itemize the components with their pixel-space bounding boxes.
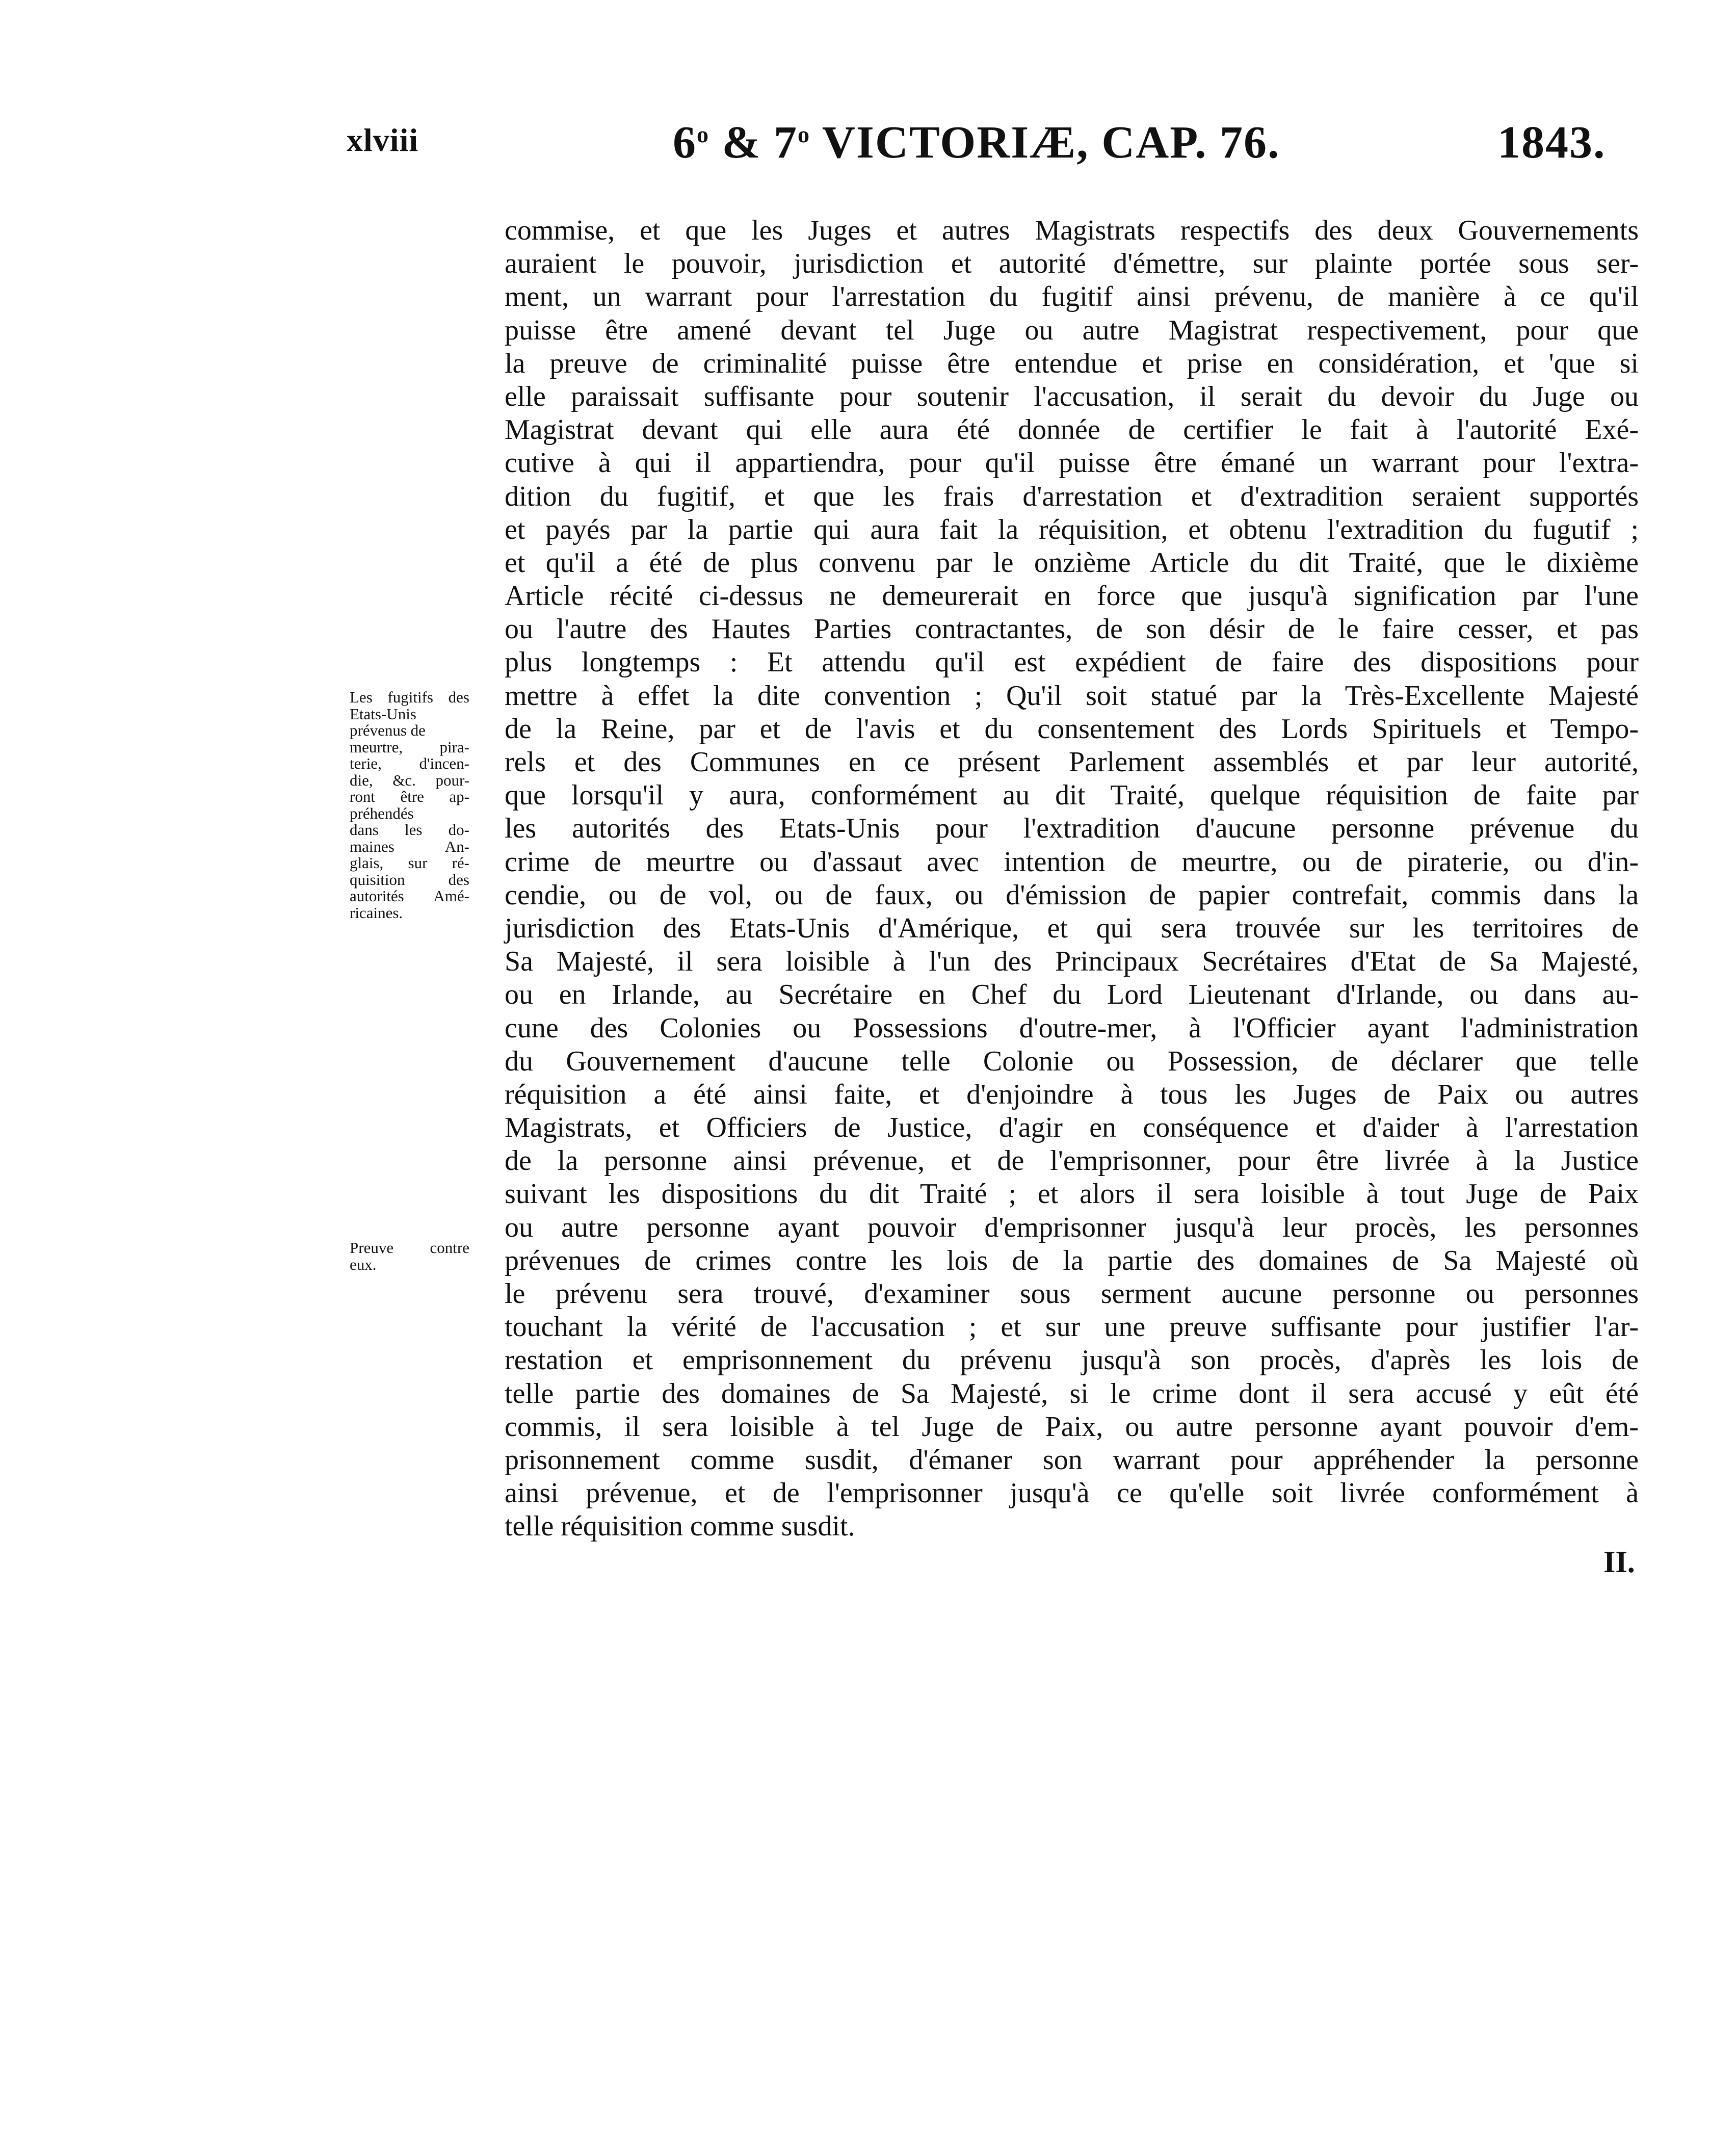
body-line: elle paraissait suffisante pour soutenir l'accusation, il serait du devoir du Juge ou <box>505 380 1639 412</box>
body-line: cendie, ou de vol, ou de faux, ou d'émission de papier contrefait, commis dans la <box>505 879 1639 911</box>
body-line: les autorités des Etats-Unis pour l'extradition d'aucune personne prévenue du <box>505 813 1639 845</box>
body-line: cune des Colonies ou Possessions d'outre-mer, à l'Officier ayant l'administration <box>505 1012 1639 1044</box>
body-line: restation et emprisonnement du prévenu jusqu'à son procès, d'après les lois de <box>505 1344 1639 1376</box>
body-line: ou l'autre des Hautes Parties contractantes, de son désir de le faire cesser, et pas <box>505 613 1639 645</box>
body-line: Article récité ci-dessus ne demeurerait en force que jusqu'à signification par l'une <box>505 580 1639 612</box>
title-ordinal-two: o <box>797 121 810 147</box>
sidenote-line: Les fugitifs des <box>350 688 469 706</box>
body-line: dition du fugitif, et que les frais d'arrestation et d'extradition seraient supportés <box>505 480 1639 512</box>
body-line: de la personne ainsi prévenue, et de l'emprisonner, pour être livrée à la Justice <box>505 1145 1639 1177</box>
body-line: crime de meurtre ou d'assaut avec intention de meurtre, ou de piraterie, ou d'in- <box>505 846 1639 878</box>
body-line: rels et des Communes en ce présent Parlement assemblés et par leur autorité, <box>505 746 1639 778</box>
sidenote-fugitives <box>350 689 469 921</box>
body-line: touchant la vérité de l'accusation ; et sur une preuve suffisante pour justifier l'ar- <box>505 1311 1639 1343</box>
body-line: cutive à qui il appartiendra, pour qu'il puisse être émané un warrant pour l'extra- <box>505 447 1639 479</box>
title-ordinal-one: o <box>697 121 709 147</box>
body-line: et payés par la partie qui aura fait la réquisition, et obtenu l'extradition du fugutif ; <box>505 513 1639 545</box>
sidenote-line: Etats-Unis <box>350 704 416 723</box>
sidenote-line: Preuve contre <box>350 1239 469 1257</box>
sidenote-line: dans les do- <box>350 821 469 839</box>
sidenote-line: ricaines. <box>350 903 403 922</box>
body-line: réquisition a été ainsi faite, et d'enjoindre à tous les Juges de Paix ou autres <box>505 1078 1639 1110</box>
body-line: prévenues de crimes contre les lois de la partie des domaines de Sa Majesté où <box>505 1244 1639 1276</box>
year: 1843. <box>1497 117 1606 168</box>
sidenote-line: glais, sur ré- <box>350 854 469 872</box>
body-line: Sa Majesté, il sera loisible à l'un des Principaux Secrétaires d'Etat de Sa Majesté, <box>505 946 1639 978</box>
body-line: que lorsqu'il y aura, conformément au dit Traité, quelque réquisition de faite par <box>505 779 1639 812</box>
body-line: puisse être amené devant tel Juge ou autre Magistrat respectivement, pour que <box>505 314 1639 346</box>
body-line: Magistrat devant qui elle aura été donnée de certifier le fait à l'autorité Exé- <box>505 414 1639 446</box>
sidenote-line: eux. <box>350 1255 377 1273</box>
body-line: du Gouvernement d'aucune telle Colonie ou Possession, de déclarer que telle <box>505 1045 1639 1077</box>
body-line: Magistrats, et Officiers de Justice, d'agir en conséquence et d'aider à l'arrestation <box>505 1112 1639 1144</box>
title-number-six: 6 <box>673 117 697 168</box>
body-line: commis, il sera loisible à tel Juge de Paix, ou autre personne ayant pouvoir d'em- <box>505 1411 1639 1443</box>
page-number: xlviii <box>347 122 419 158</box>
body-line: auraient le pouvoir, jurisdiction et autorité d'émettre, sur plainte portée sous ser- <box>505 248 1639 280</box>
body-line: commise, et que les Juges et autres Magistrats respectifs des deux Gouvernements <box>505 215 1639 246</box>
body-line: telle réquisition comme susdit. <box>505 1510 855 1543</box>
body-line: telle partie des domaines de Sa Majesté, si le crime dont il sera accusé y eût été <box>505 1377 1639 1409</box>
body-line: plus longtemps : Et attendu qu'il est expédient de faire des dispositions pour <box>505 646 1639 678</box>
body-line: ment, un warrant pour l'arrestation du fugitif ainsi prévenu, de manière à ce qu'il <box>505 281 1639 313</box>
body-text <box>505 214 1639 1544</box>
sidenote-line: prévenus de <box>350 721 426 739</box>
body-line: prisonnement comme susdit, d'émaner son warrant pour appréhender la personne <box>505 1444 1639 1476</box>
catchword: II. <box>1603 1545 1635 1579</box>
sidenote-line: maines An- <box>350 837 469 855</box>
body-line: de la Reine, par et de l'avis et du consentement des Lords Spirituels et Tempo- <box>505 713 1639 745</box>
sidenote-line: ront être ap- <box>350 788 469 805</box>
body-line: mettre à effet la dite convention ; Qu'il soit statué par la Très-Excellente Majesté <box>505 680 1639 712</box>
body-line: la preuve de criminalité puisse être entendue et prise en considération, et 'que si <box>505 347 1639 379</box>
body-line: le prévenu sera trouvé, d'examiner sous serment aucune personne ou personnes <box>505 1278 1639 1310</box>
title-text: VICTORIÆ, CAP. 76. <box>822 117 1280 168</box>
running-title <box>673 116 1280 169</box>
body-line: suivant les dispositions du dit Traité ; et alors il sera loisible à tout Juge de Paix <box>505 1178 1639 1210</box>
body-line: ou autre personne ayant pouvoir d'emprisonner jusqu'à leur procès, les personnes <box>505 1211 1639 1243</box>
title-number-seven: 7 <box>773 117 798 168</box>
body-line: ainsi prévenue, et de l'emprisonner jusqu'à ce qu'elle soit livrée conformément à <box>505 1477 1639 1509</box>
title-ampersand: & <box>722 117 761 168</box>
sidenote-line: préhendés <box>350 804 414 822</box>
sidenote-line: die, &c. pour- <box>350 771 469 789</box>
sidenote-evidence <box>350 1240 469 1273</box>
sidenote-line: autorités Amé- <box>350 887 469 905</box>
sidenote-line: terie, d'incen- <box>350 754 469 772</box>
body-line: jurisdiction des Etats-Unis d'Amérique, et qui sera trouvée sur les territoires de <box>505 912 1639 944</box>
sidenote-line: meurtre, pira- <box>350 738 469 756</box>
body-line: ou en Irlande, au Secrétaire en Chef du Lord Lieutenant d'Irlande, ou dans au- <box>505 979 1639 1011</box>
sidenote-line: quisition des <box>350 870 469 889</box>
body-line: et qu'il a été de plus convenu par le onzième Article du dit Traité, que le dixième <box>505 546 1639 579</box>
